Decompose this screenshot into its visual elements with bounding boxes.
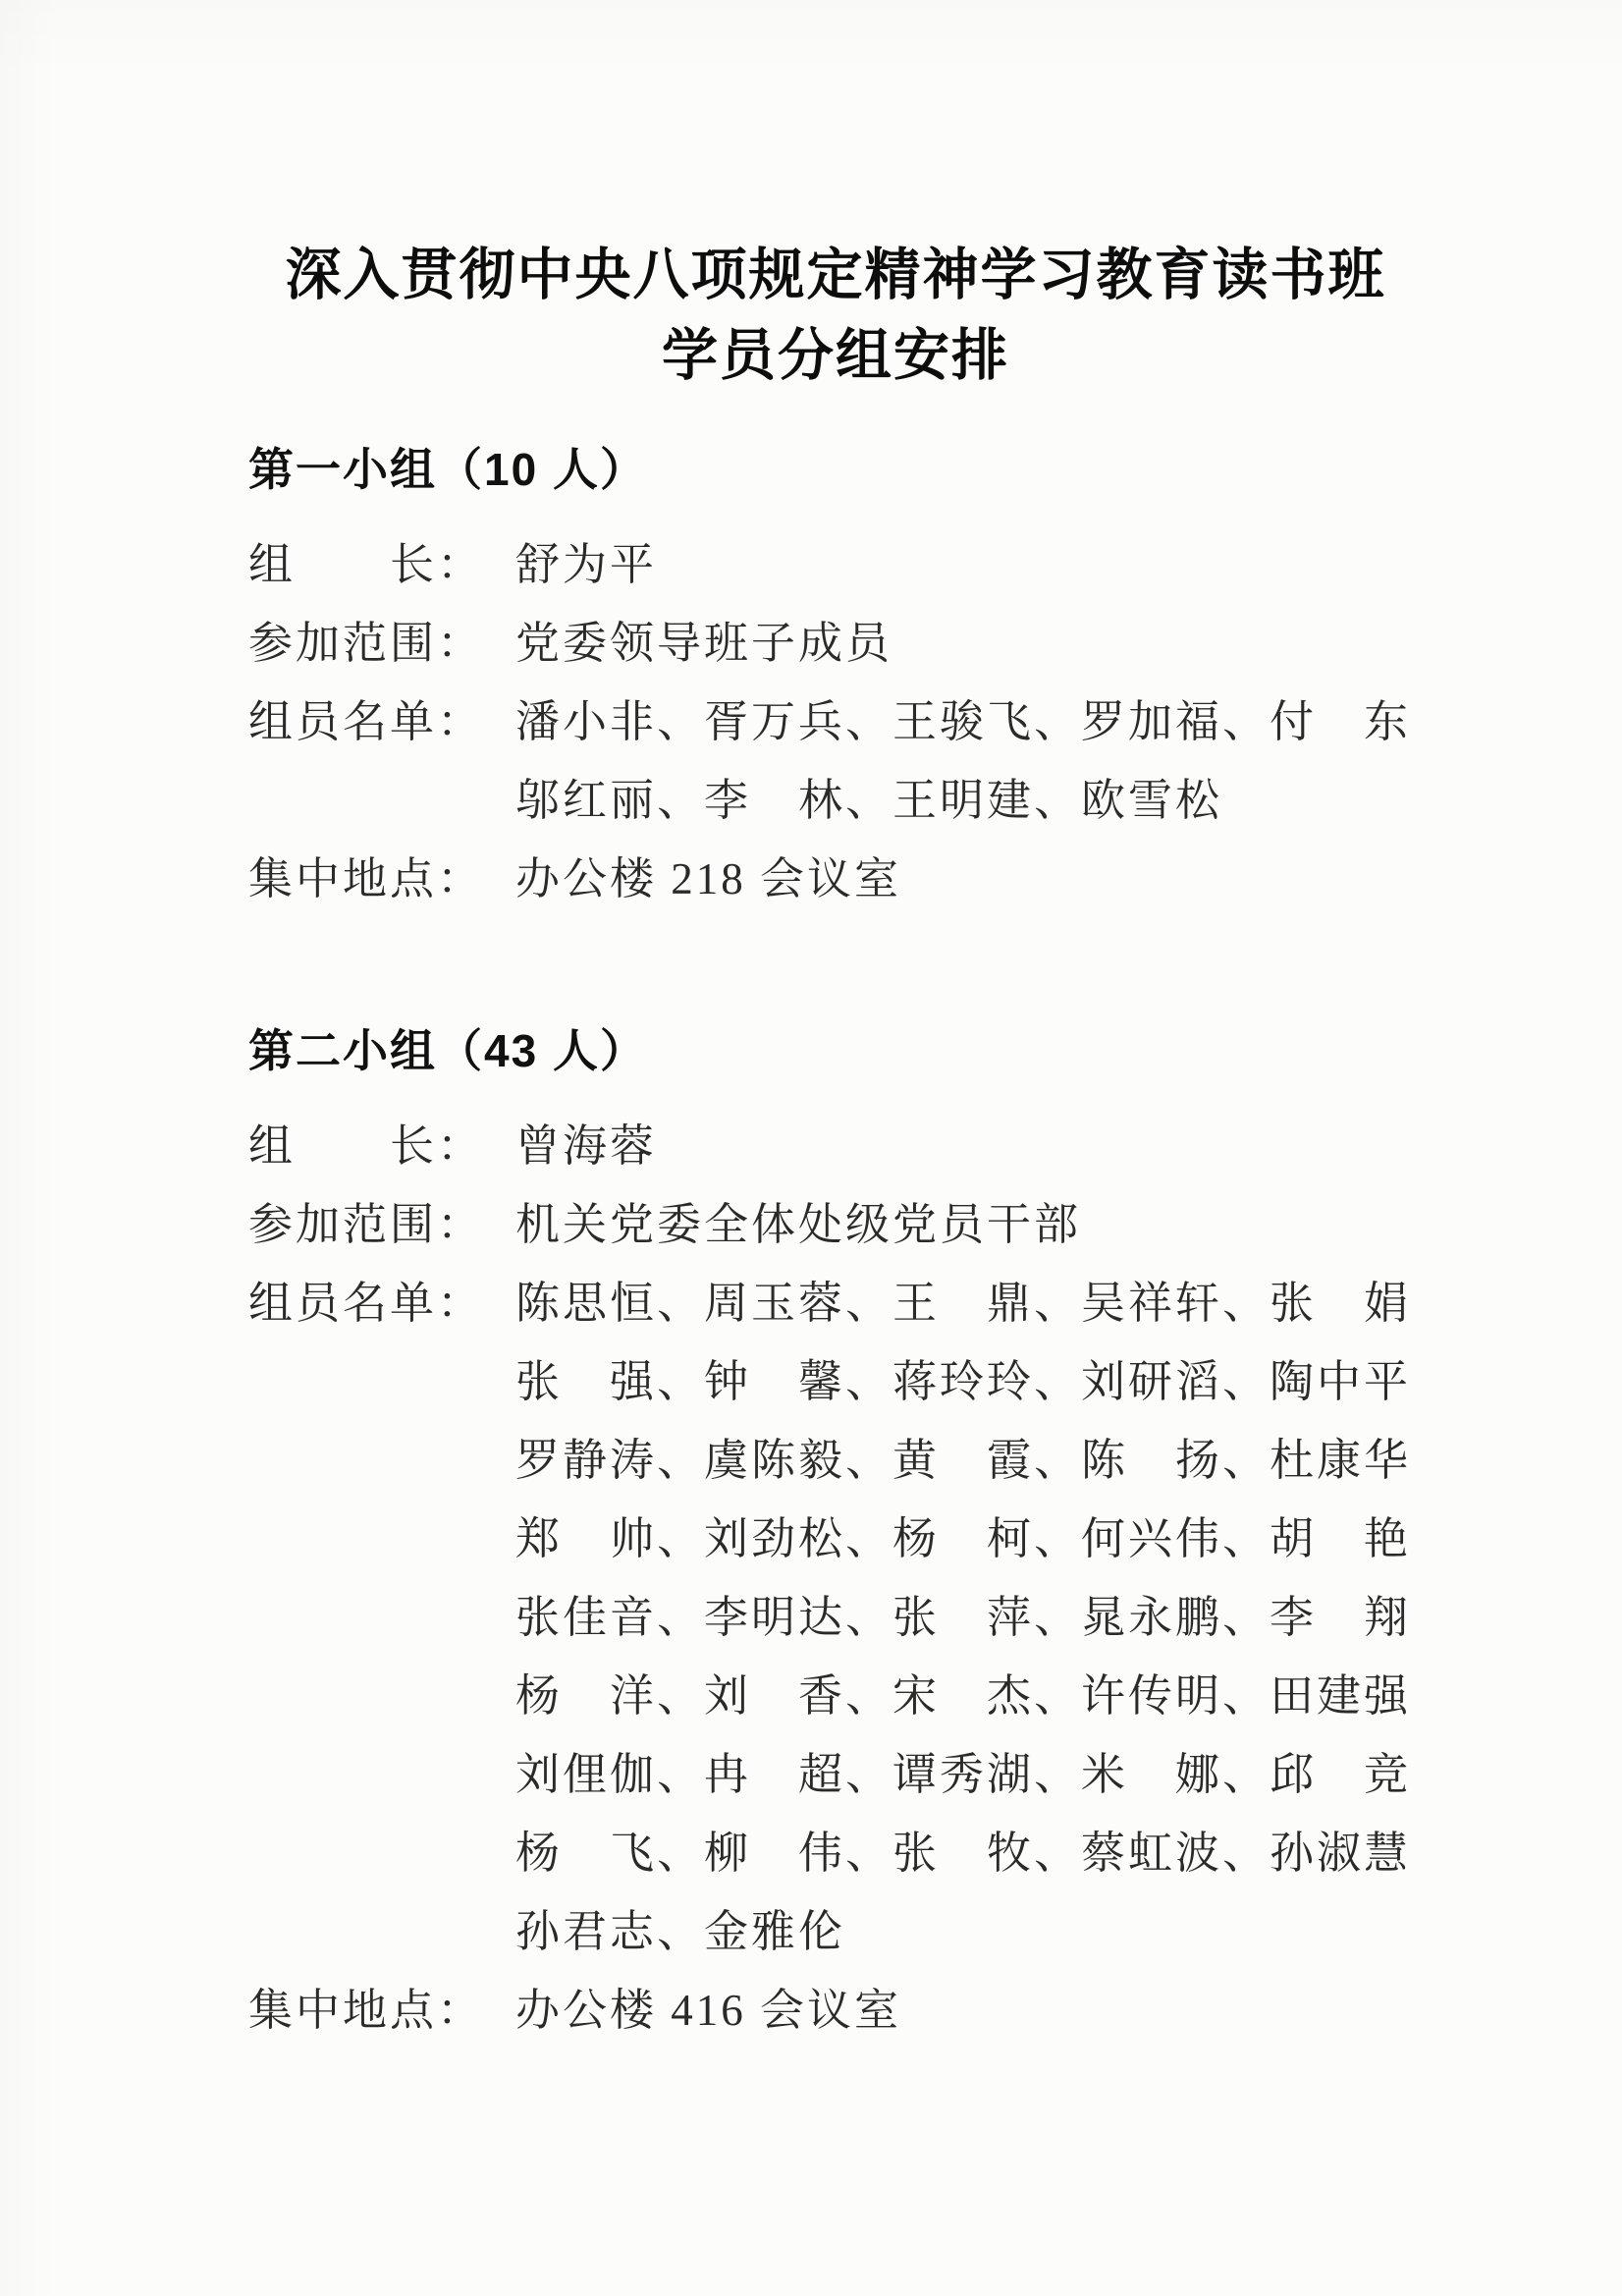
group-1-location-row (248, 835, 1423, 913)
group-1-leader-row (248, 520, 1423, 599)
location-label: 集中地点： (248, 1985, 485, 2035)
title-line-1: 深入贯彻中央八项规定精神学习教育读书班 (285, 245, 1386, 306)
group-2-members-row (248, 1416, 1423, 1495)
member-line: 刘俚伽、冉 超、谭秀湖、米 娜、邱 竞 (515, 1749, 1412, 1799)
location-text: 办公楼 218 会议室 (515, 853, 902, 903)
scope-text: 机关党委全体处级党员干部 (515, 1199, 1082, 1249)
leader-label: 组 长： (248, 539, 485, 589)
document-title (248, 236, 1423, 397)
group-2-heading: 第二小组（43 人） (248, 1025, 647, 1076)
group-2-members-row (248, 1338, 1423, 1416)
group-2-members-row (248, 1652, 1423, 1730)
group-1-scope-row (248, 599, 1423, 678)
group-2-section (248, 1023, 1423, 2045)
member-line: 潘小非、胥万兵、王骏飞、罗加福、付 东 (515, 696, 1412, 746)
title-line-2: 学员分组安排 (662, 325, 1009, 387)
group-2-leader-row (248, 1102, 1423, 1180)
location-label: 集中地点： (248, 853, 485, 903)
group-2-location-row (248, 1966, 1423, 2045)
leader-name: 曾海蓉 (515, 1121, 658, 1171)
member-line: 罗静涛、虞陈毅、黄 霞、陈 扬、杜康华 (515, 1435, 1412, 1485)
group-1-section (248, 442, 1423, 913)
document-content (248, 236, 1423, 2045)
members-label: 组员名单： (248, 696, 485, 746)
group-2-members-row (248, 1887, 1423, 1966)
group-2-members-row (248, 1809, 1423, 1887)
member-line: 郑 帅、刘劲松、杨 柯、何兴伟、胡 艳 (515, 1513, 1412, 1563)
leader-label: 组 长： (248, 1121, 485, 1171)
member-line: 陈思恒、周玉蓉、王 鼎、吴祥轩、张 娟 (515, 1278, 1412, 1328)
member-line: 张佳音、李明达、张 萍、晁永鹏、李 翔 (515, 1592, 1412, 1642)
member-line: 杨 飞、柳 伟、张 牧、蔡虹波、孙淑慧 (515, 1828, 1412, 1878)
scope-text: 党委领导班子成员 (515, 618, 893, 668)
group-1-members-row (248, 678, 1423, 756)
group-1-members-row (248, 756, 1423, 835)
member-line: 张 强、钟 馨、蒋玲玲、刘研滔、陶中平 (515, 1356, 1412, 1406)
group-2-scope-row (248, 1180, 1423, 1259)
group-2-members-row (248, 1730, 1423, 1809)
location-text: 办公楼 416 会议室 (515, 1985, 902, 2035)
scope-label: 参加范围： (248, 618, 485, 668)
group-2-members-row (248, 1259, 1423, 1338)
member-line: 杨 洋、刘 香、宋 杰、许传明、田建强 (515, 1670, 1412, 1721)
leader-name: 舒为平 (515, 539, 658, 589)
member-line: 邬红丽、李 林、王明建、欧雪松 (515, 775, 1223, 825)
group-2-members-row (248, 1495, 1423, 1573)
scope-label: 参加范围： (248, 1199, 485, 1249)
members-label: 组员名单： (248, 1278, 485, 1328)
group-1-heading: 第一小组（10 人） (248, 444, 647, 495)
member-line: 孙君志、金雅伦 (515, 1906, 846, 1956)
group-2-members-row (248, 1573, 1423, 1652)
